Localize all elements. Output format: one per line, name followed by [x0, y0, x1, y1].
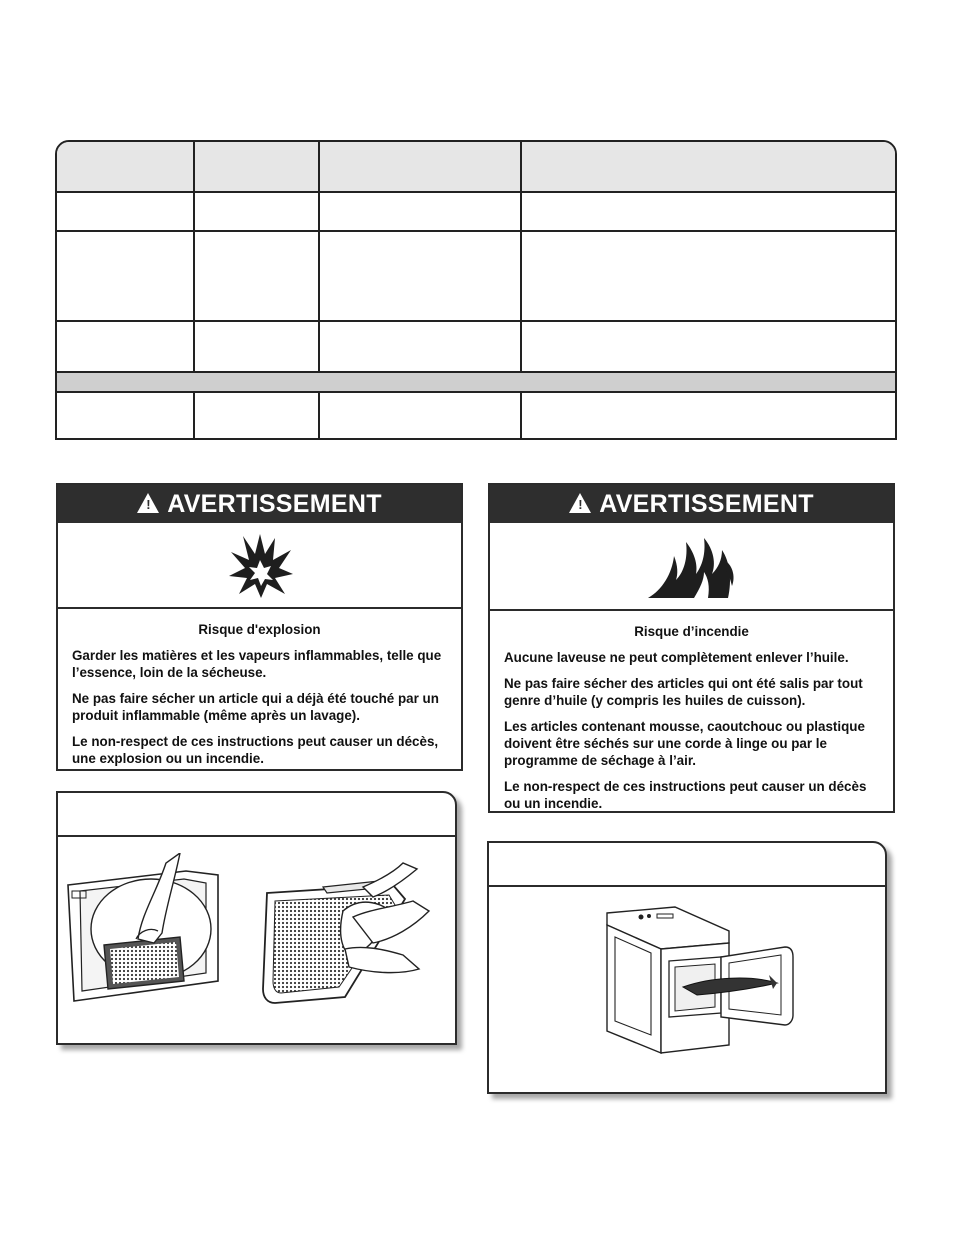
warning-paragraph: Les articles contenant mousse, caoutchouc ou plastique doivent être séchés sur une corde à linge ou par le programme de séchage à l’air. — [504, 719, 865, 768]
warning-paragraph: Garder les matières et les vapeurs inflammables, telle que l’essence, loin de la sécheuse. — [72, 648, 442, 680]
table-section-band — [57, 371, 895, 393]
warning-text — [58, 609, 461, 786]
warning-banner — [490, 485, 893, 523]
warning-text — [490, 611, 893, 831]
panel-caption-bar — [58, 793, 455, 837]
table-column-divider — [193, 393, 195, 440]
explosion-warning-box — [56, 483, 463, 771]
warning-triangle-icon: ! — [569, 493, 591, 513]
table-column-divider — [520, 393, 522, 440]
table-header-row — [57, 142, 895, 193]
table-column-divider — [318, 142, 320, 371]
lint-screen-panel — [56, 791, 457, 1045]
specifications-table — [55, 140, 897, 440]
warning-paragraph: Aucune laveuse ne peut complètement enlever l’huile. — [504, 650, 849, 665]
warning-triangle-icon: ! — [137, 493, 159, 513]
lint-screen-removal-illustration — [66, 853, 231, 1003]
panel-caption-bar — [489, 843, 885, 887]
warning-paragraph: Le non-respect de ces instructions peut causer un décès ou un incendie. — [504, 779, 867, 811]
fire-warning-box — [488, 483, 895, 813]
dryer-door-open-illustration — [601, 903, 801, 1058]
table-row-divider — [57, 320, 895, 322]
warning-heading: Risque d’incendie — [634, 624, 749, 639]
table-column-divider — [193, 142, 195, 371]
lint-screen-cleaning-illustration — [253, 857, 433, 1007]
table-column-divider — [318, 393, 320, 440]
fire-icon-area — [490, 523, 893, 611]
warning-paragraph: Le non-respect de ces instructions peut causer un décès, une explosion ou un incendie. — [72, 734, 439, 766]
warning-banner-label: AVERTISSEMENT — [167, 489, 382, 518]
table-column-divider — [520, 142, 522, 371]
fire-icon — [644, 530, 740, 602]
warning-heading: Risque d'explosion — [198, 622, 321, 637]
warning-paragraph: Ne pas faire sécher des articles qui ont été salis par tout genre d’huile (y compris les huiles de cuisson). — [504, 676, 863, 708]
explosion-icon-area — [58, 523, 461, 609]
dryer-panel — [487, 841, 887, 1094]
warning-paragraph: Ne pas faire sécher un article qui a déjà été touché par un produit inflammable (même après un lavage). — [72, 691, 439, 723]
explosion-icon — [225, 530, 295, 600]
warning-banner — [58, 485, 461, 523]
table-row-divider — [57, 230, 895, 232]
warning-banner-label: AVERTISSEMENT — [599, 489, 814, 518]
